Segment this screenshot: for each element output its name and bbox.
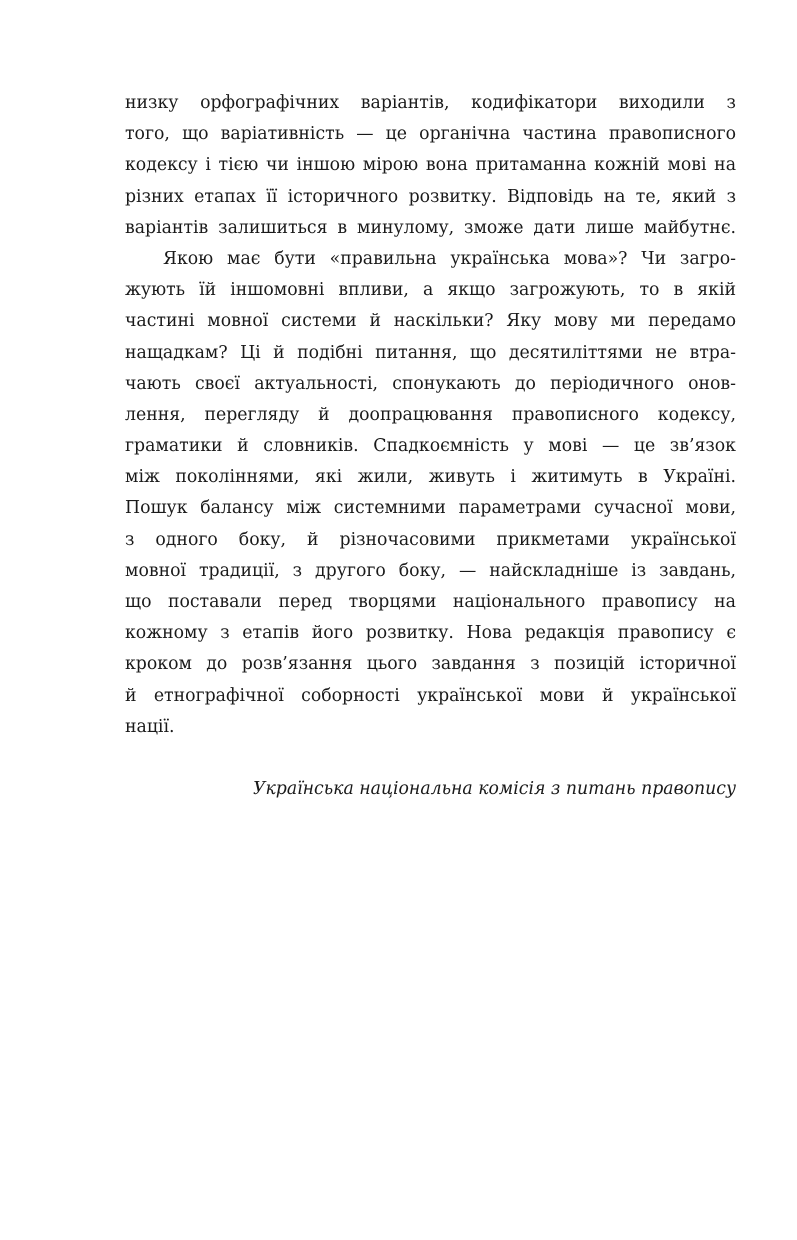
text-line: мовної традиції, з другого боку, — найскладніше із завдань, [125,560,736,581]
text-line: варіантів залишиться в минулому, зможе дати лише майбутнє. [125,217,736,238]
document-page [125,88,736,805]
text-line: граматики й словників. Спадкоємність у мові — це зв’язок [125,436,736,457]
text-line: Якою має бути «правильна українська мова»? Чи загро- [163,248,736,269]
text-line: лення, перегляду й доопрацювання правописного кодексу, [125,404,736,425]
text-line: частині мовної системи й наскільки? Яку мову ми передамо [125,311,736,332]
text-line: низку орфографічних варіантів, кодифікатори виходили з [125,93,736,113]
text-line: кодексу і тією чи іншою мірою вона притаманна кожній мові на [125,155,736,176]
text-line: кроком до розв’язання цього завдання з позицій історичної [125,654,736,675]
text-line: Пошук балансу між системними параметрами сучасної мови, [125,498,736,519]
text-line: з одного боку, й різночасовими прикметами української [125,529,736,550]
text-line: нації. [125,716,175,737]
text-line: того, що варіативність — це органічна частина правописного [125,124,736,145]
text-line: що поставали перед творцями національного правопису на [125,592,736,612]
text-line: й етнографічної соборності української мови й української [125,685,736,706]
text-line: різних етапах її історичного розвитку. Відповідь на те, який з [125,186,736,207]
text-line: жують їй іншомовні впливи, а якщо загрожують, то в якій [125,280,736,301]
text-line: нащадкам? Ці й подібні питання, що десятиліттями не втра- [125,342,736,363]
text-line: кожному з етапів його розвитку. Нова редакція правопису є [125,623,736,644]
text-line [125,743,736,774]
paragraph-2 [125,244,736,774]
paragraph-1 [125,88,736,244]
text-line: чають своєї актуальності, спонукають до періодичного онов- [125,373,736,394]
text-line: між поколіннями, які жили, живуть і житимуть в Україні. [125,467,736,488]
signature: Українська національна комісія з питань правопису [252,779,736,800]
